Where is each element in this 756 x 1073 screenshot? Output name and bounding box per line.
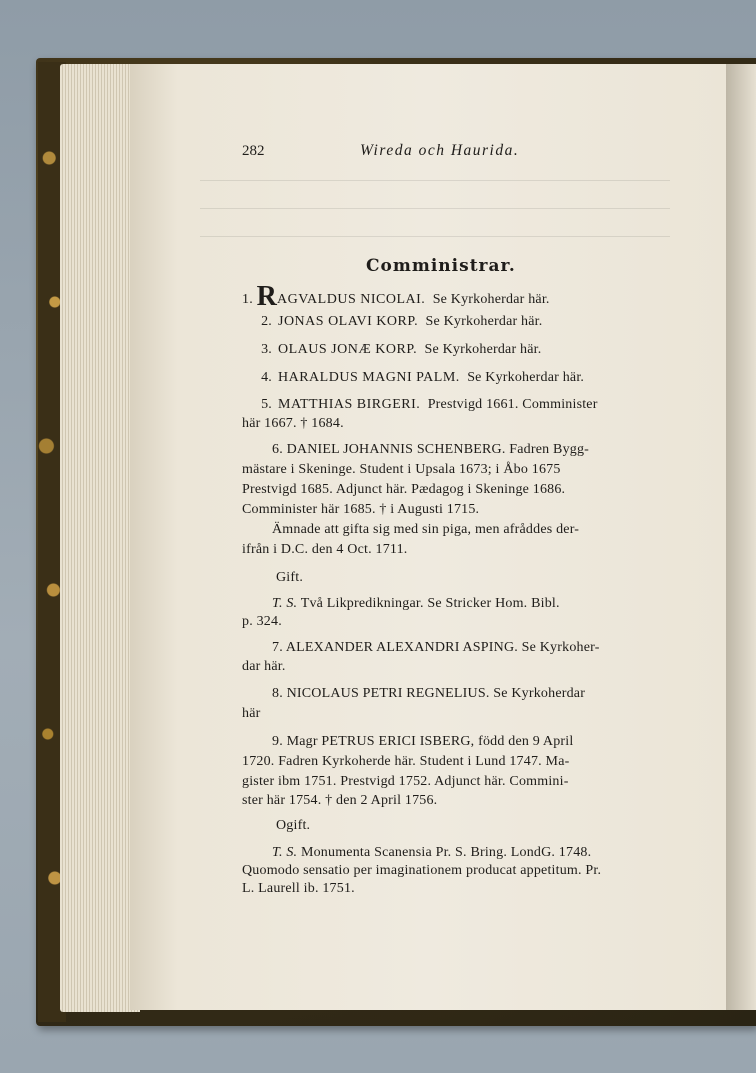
- entry-5: [242, 397, 598, 413]
- body-line: ifrån i D.C. den 4 Oct. 1711.: [242, 542, 408, 557]
- entry-text: Prestvigd 1661. Comminister: [427, 397, 598, 412]
- body-line: här 1667. † 1684.: [242, 416, 344, 431]
- entry-4: [242, 370, 584, 386]
- body-line: 6. DANIEL JOHANNIS SCHENBERG. Fadren Bygg-: [272, 442, 590, 457]
- ts-marker: T. S.: [272, 845, 298, 860]
- body-line: Ämnade att gifta sig med sin piga, men afråddes der-: [272, 522, 580, 537]
- body-line: 9. Magr PETRUS ERICI ISBERG, född den 9 April: [272, 734, 574, 749]
- entry-text: Se Kyrkoherdar här.: [424, 342, 542, 357]
- body-line: Comminister här 1685. † i Augusti 1715.: [242, 502, 480, 517]
- body-line: här: [242, 706, 261, 721]
- body-line: T. S. Två Likpredikningar. Se Stricker Hom. Bibl.: [272, 596, 560, 611]
- entry-name: JONAS OLAVI KORP.: [278, 314, 419, 329]
- entry-text: Se Kyrkoherdar här.: [432, 292, 550, 307]
- body-line: 1720. Fadren Kyrkoherde här. Student i Lund 1747. Ma-: [242, 754, 570, 769]
- body-line: L. Laurell ib. 1751.: [242, 881, 355, 896]
- ts-marker: T. S.: [272, 596, 298, 611]
- entry-name: AGVALDUS NICOLAI.: [277, 292, 426, 307]
- entry-name: OLAUS JONÆ KORP.: [278, 342, 418, 357]
- entry-number: 4.: [261, 370, 272, 385]
- body-line: ster här 1754. † den 2 April 1756.: [242, 793, 438, 808]
- entry-name: HARALDUS MAGNI PALM.: [278, 370, 460, 385]
- entry-2: [242, 314, 542, 330]
- entry-text: Se Kyrkoherdar här.: [467, 370, 585, 385]
- entry-number: 5.: [261, 397, 272, 412]
- body-line: T. S. Monumenta Scanensia Pr. S. Bring. LondG. 1748.: [272, 845, 592, 860]
- bleed-through-mark: [200, 208, 670, 219]
- bleed-through-mark: [200, 236, 670, 247]
- bleed-through-mark: [200, 180, 670, 191]
- body-line: 7. ALEXANDER ALEXANDRI ASPING. Se Kyrkoher-: [272, 640, 600, 655]
- body-line: Prestvigd 1685. Adjunct här. Pædagog i Skeninge 1686.: [242, 482, 566, 497]
- stacked-page-edges: [60, 64, 140, 1012]
- body-line: Gift.: [276, 570, 304, 585]
- body-line: Ogift.: [276, 818, 311, 833]
- body-line: mästare i Skeninge. Student i Upsala 1673; i Åbo 1675: [242, 462, 561, 477]
- entry-number: 2.: [261, 314, 272, 329]
- drop-initial: R: [256, 281, 278, 312]
- body-line: p. 324.: [242, 614, 282, 629]
- page-number: 282: [242, 143, 265, 159]
- running-title: Wireda och Haurida.: [360, 142, 520, 159]
- body-line: gister ibm 1751. Prestvigd 1752. Adjunct här. Commini-: [242, 774, 569, 789]
- entry-name: MATTHIAS BIRGERI.: [278, 397, 421, 412]
- entry-number: 1.: [242, 292, 253, 307]
- entry-3: [242, 342, 541, 358]
- body-line: Quomodo sensatio per imaginationem producat appetitum. Pr.: [242, 863, 602, 878]
- section-title: Comministrar.: [366, 256, 516, 276]
- body-line: 8. NICOLAUS PETRI REGNELIUS. Se Kyrkoherdar: [272, 686, 586, 701]
- entry-text: Se Kyrkoherdar här.: [425, 314, 543, 329]
- facing-page-edge: [726, 64, 756, 1010]
- body-line: dar här.: [242, 659, 286, 674]
- entry-number: 3.: [261, 342, 272, 357]
- entry-1: [242, 283, 550, 311]
